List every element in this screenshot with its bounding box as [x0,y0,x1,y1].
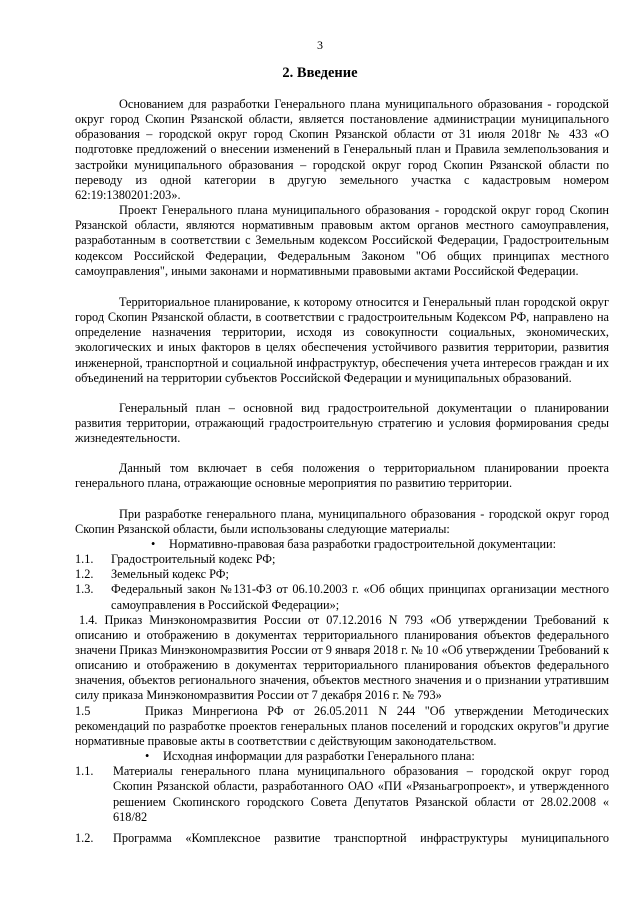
bullet-text: Нормативно-правовая база разработки градостроительной документации: [169,536,557,551]
list-item [75,552,609,567]
item-number: 1.2. [75,567,94,582]
item-1-5-text: Приказ Минрегиона РФ от 26.05.2011 N 244 "Об утверждении Методических рекомендаций по разработке проектов генеральных планов поселений и городских округов"и другие нормативные правовые акты в соответствии с действующим законодательством. [75,703,609,748]
item-text: Градостроительный кодекс РФ; [111,552,276,567]
list-item [75,831,609,846]
item-number: 1.3. [75,582,94,597]
item-text: Земельный кодекс РФ; [111,567,229,582]
bullet-marker: • [145,749,150,764]
list-item-1-4: 1.4. Приказ Минэкономразвития России от 07.12.2016 N 793 «Об утверждении Требований к описанию и отображению в документах территориального планирования объектов федерального значени Приказ Минэкономразвития России от 9 января 2018 г. № 10 «Об утверждении Требований к описанию и отображению в документах территориального планирования объектов федерального значения, объектов регионального значения, объектов местного значения и о признании утратившим силу приказа Минэкономразвития России от 7 декабря 2016 г. № 793» [75,612,609,703]
paragraph-materials-intro: При разработке генерального плана, муниципального образования - городской округ город Скопин Рязанской области, были использованы следующие материалы: [75,506,609,536]
item-text: Федеральный закон №131-ФЗ от 06.10.2003 г. «Об общих принципах организации местного самоуправления в Российской Федерации»; [111,582,609,612]
bullet-legal-base [75,537,609,552]
bullet-text: Исходная информации для разработки Генерального плана: [163,749,475,764]
list-item [75,582,609,612]
item-number: 1.1. [75,764,94,779]
item-number: 1.2. [75,830,94,845]
list-item [75,567,609,582]
item-number: 1.1. [75,552,94,567]
item-number: 1.5 [75,703,91,718]
paragraph-project: Проект Генерального плана муниципального образования - городской округ город Скопин Рязанской области, являются нормативным правовым актом органов местного самоуправления, разработанным в соответствии с Земельным кодексом Российской Федерации, Градостроительным кодексом Российской Федерации, Федеральным Законом "Об общих принципах местного самоуправления", иными законами и нормативными правовыми актами Российской Федерации. [75,203,609,278]
item-text: Материалы генерального плана муниципального образования – городской округ город Скопин Рязанской области, разработанного ОАО «ПИ «Рязаньагропроект», и утвержденного решением Скопинского городского Совета Депутатов Рязанской области от 28.02.2008 « 618/82 [113,764,609,824]
paragraph-volume-content: Данный том включает в себя положения о территориальном планировании проекта генерального плана, отражающие основные мероприятия по развитию территории. [75,461,609,491]
item-text: Программа «Комплексное развитие транспортной инфраструктуры муниципального [113,830,609,845]
document-body [75,97,609,846]
paragraph-territorial-planning: Территориальное планирование, к которому относится и Генеральный план городской округ город Скопин Рязанской области, в соответствии с градостроительным Кодексом РФ, направлено на определение назначения территории, исходя из совокупности социальных, экономических, экологических и иных факторов в целях обеспечения устойчивого развития территории, развития инженерной, транспортной и социальной инфраструктур, обеспечения учета интересов граждан и их объединений на территории субъектов Российской Федерации и муниципальных образований. [75,294,609,385]
page-number: 3 [317,38,323,52]
bullet-marker: • [151,536,156,551]
list-item [75,764,609,825]
section-title: 2. Введение [282,65,358,81]
paragraph-general-plan-definition: Генеральный план – основной вид градостроительной документации о планировании развития территории, отражающий градостроительную стратегию и условия формирования среды жизнедеятельности. [75,400,609,446]
paragraph-basis: Основанием для разработки Генерального плана муниципального образования - городской округ город Скопин Рязанской области, является постановление администрации муниципального образования – городской округ город Скопин Рязанской области от 31 июля 2018г № 433 «О подготовке предложений о внесении изменений в Генеральный план и Правила землепользования и застройки муниципального образования – городской округ город Скопин Рязанской области по переводу из одной категории в другую земельного участка с кадастровым номером 62:19:1380201:203». [75,97,609,202]
bullet-source-info [75,749,609,764]
